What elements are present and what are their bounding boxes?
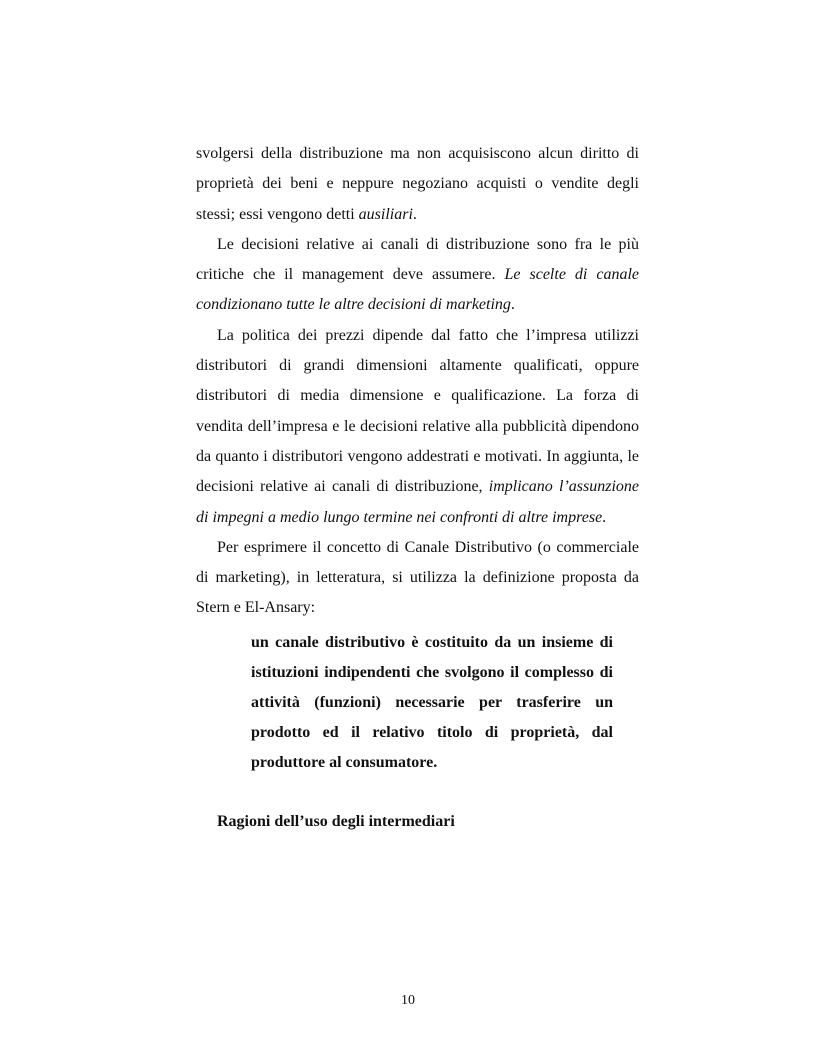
section-heading: Ragioni dell’uso degli intermediari	[217, 812, 455, 830]
text-run: .	[510, 296, 515, 314]
text-run: svolgersi della distribuzione ma non acquisiscono alcun diritto di proprietà dei beni e neppure negoziano acquisti o vendite degli stessi; essi vengono detti	[196, 145, 639, 223]
text-run: La politica dei prezzi dipende dal fatto che l’impresa utilizzi distributori di grandi dimensioni altamente qualificati, oppure distributori di media dimensione e qualificazione. La forza di vendita dell’impresa e le decisioni relative alla pubblicità dipendono da quanto i distributori vengono addestrati e motivati. In aggiunta, le decisioni relative ai canali di distribuzione,	[196, 326, 639, 496]
italic-run: ausiliari	[358, 205, 413, 223]
paragraph-ausiliari	[196, 139, 639, 230]
paragraph-decisioni	[196, 230, 639, 321]
page-number: 10	[401, 993, 415, 1008]
text-run: Per esprimere il concetto di Canale Distributivo (o commerciale di marketing), in letteratura, si utilizza la definizione proposta da Stern e El-Ansary:	[196, 538, 639, 617]
definition-quote: un canale distributivo è costituito da un insieme di istituzioni indipendenti che svolgono il complesso di attività (funzioni) necessarie per trasferire un prodotto ed il relativo titolo di proprietà, dal produttore al consumatore.	[251, 633, 613, 771]
page-body	[196, 139, 639, 837]
italic-run: Le scelte di canale condizionano tutte le altre decisioni di marketing	[196, 266, 639, 314]
paragraph-politica-prezzi	[196, 321, 639, 533]
text-run: .	[602, 508, 607, 526]
text-run: Le decisioni relative ai canali di distribuzione sono fra le più critiche che il management deve assumere.	[196, 235, 639, 284]
paragraph-definizione	[196, 533, 639, 624]
text-run: .	[412, 205, 417, 223]
italic-run: implicano l’assunzione di impegni a medio lungo termine nei confronti di altre imprese	[196, 478, 639, 526]
